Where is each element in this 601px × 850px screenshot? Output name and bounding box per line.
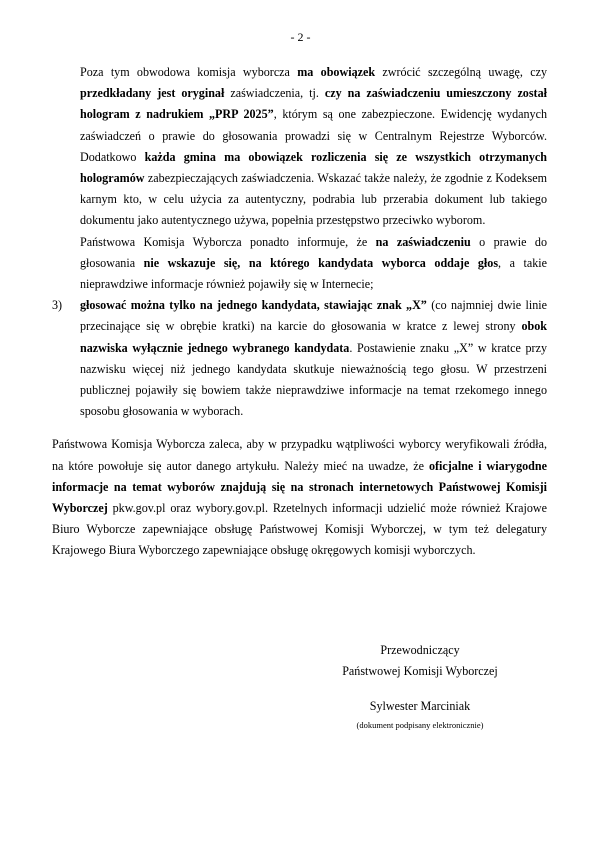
text-run: Państwowa Komisja Wyborcza ponadto informuje, że (80, 234, 376, 249)
text-run: (co najmniej dwie linie przecinające się w obrębie kratki) na karcie do głosowania w kratce z lewej strony (80, 298, 547, 334)
text-run: Państwowa Komisja Wyborcza zaleca, aby w przypadku wątpliwości wyborcy weryfikowali źródła, na które powołuje się autor danego artykułu. Należy mieć na uwadze, że (52, 437, 547, 473)
signature-note: (dokument podpisany elektronicznie) (356, 720, 484, 730)
text-run: zaświadczenia, tj. (224, 86, 325, 101)
signature-title-line2: Państwowej Komisji Wyborczej (342, 664, 498, 678)
text-run: zwrócić szczególną uwagę, czy (375, 65, 548, 79)
text-run-bold: każda gmina ma obowiązek rozliczenia się ze wszystkich otrzymanych hologramów (80, 149, 548, 186)
text-run-bold: na zaświadczeniu (375, 234, 471, 249)
signature-name: Sylwester Marciniak (369, 699, 471, 713)
text-run-bold: obok nazwiska wyłącznie jednego wybranego kandydata (80, 319, 547, 355)
page-number: - 2 - (290, 30, 311, 44)
text-run: pkw.gov.pl oraz wybory.gov.pl. Rzetelnych informacji udzielić może również Krajowe Biuro Wyborcze zapewniające obsługę Państwowej Komisji Wyborczej, w tym też delegatury Krajowego Biura Wyborczego zapewniające obsługę okręgowych komisji wyborczych. (52, 501, 547, 558)
text-run-bold: ma obowiązek (297, 65, 376, 79)
paragraph-no-candidate-on-certificate (52, 232, 547, 296)
text-run-bold: czy na zaświadczeniu umieszczony został hologram z nadrukiem „PRP 2025” (80, 86, 547, 122)
text-run: zabezpieczających zaświadczenia. Wskazać także należy, że zgodnie z Kodeksem karnym kto, w celu użycia za autentyczny, podrabia lub przerabia dokument lub takiego dokumentu jako autentycznego używa, popełnia przestępstwo przeciwko wyborom. (80, 171, 547, 228)
paragraph-original-check (52, 62, 547, 232)
list-item-3 (52, 295, 547, 422)
signature-block (300, 640, 540, 731)
text-run-bold: nie wskazuje się, na którego kandydata wyborca oddaje głos (143, 255, 499, 270)
paragraph-closing (52, 434, 547, 561)
text-run: o prawie do głosowania (80, 234, 548, 270)
text-run: , którym są one zabezpieczone. Ewidencję wydanych zaświadczeń o prawie do głosowania prowadzi się w Centralnym Rejestrze Wyborców. Dodatkowo (80, 107, 548, 164)
text-run-bold: głosować można tylko na jednego kandydata, stawiając znak „X” (80, 298, 427, 313)
text-run-bold: oficjalne i wiarygodne informacje na temat wyborów znajdują się na stronach internetowych Państwowej Komisji Wyborczej (52, 458, 547, 516)
text-run: . Postawienie znaku „X” w kratce przy nazwisku więcej niż jednego kandydata skutkuje nieważnością tego głosu. W przestrzeni publicznej pojawiły się bowiem także nieprawdziwe informacje na temat rzekomego innego sposobu głosowania w wyborach. (80, 340, 547, 419)
text-run: Poza tym obwodowa komisja wyborcza (80, 65, 298, 79)
text-run-bold: przedkładany jest oryginał (80, 86, 225, 101)
document-body (52, 62, 547, 562)
signature-title-line1: Przewodniczący (380, 643, 460, 657)
list-item-number: 3) (52, 298, 63, 313)
text-run: , a takie nieprawdziwe informacje również pojawiły się w Internecie; (80, 255, 547, 292)
